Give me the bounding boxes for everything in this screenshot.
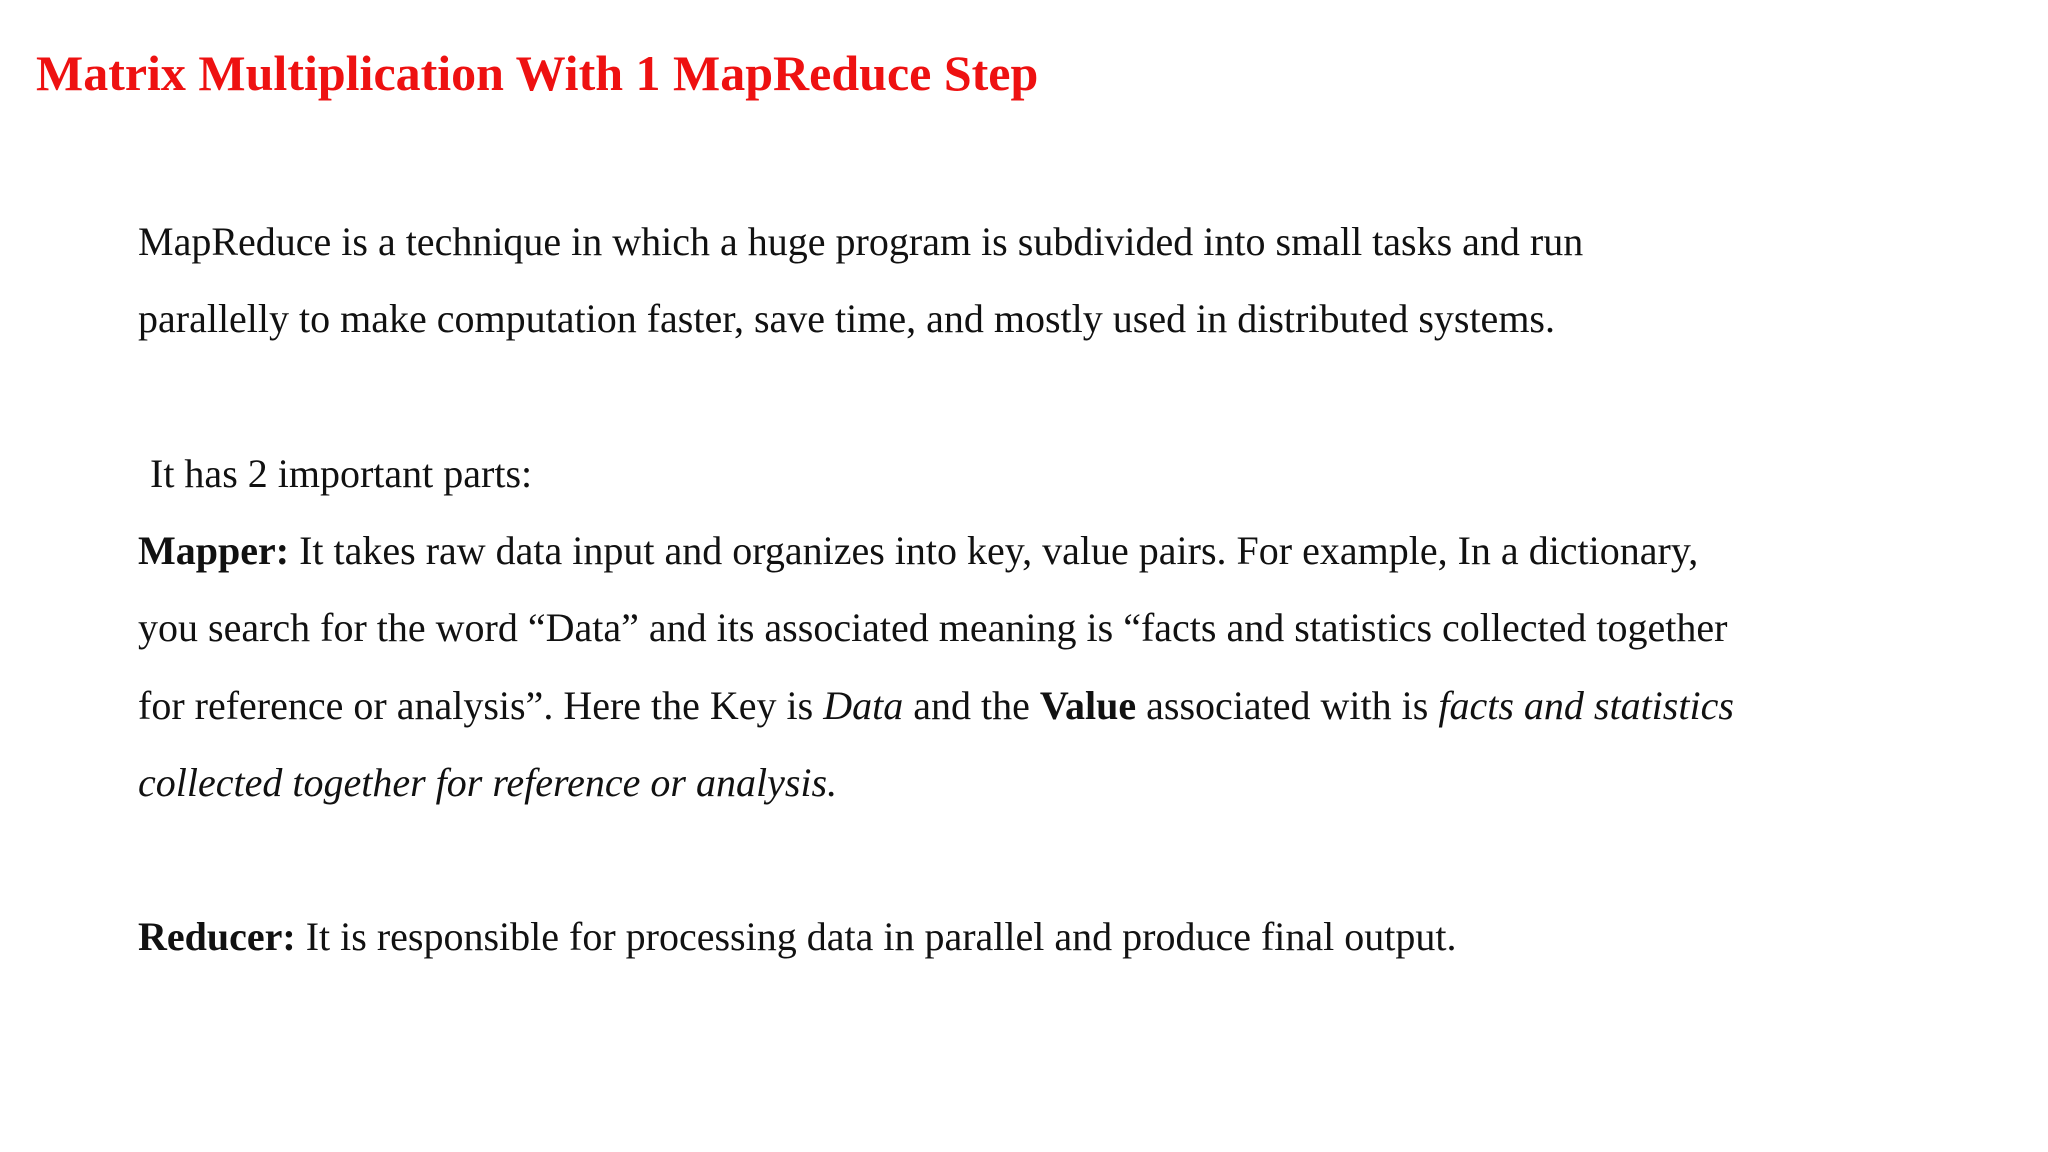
- slide-title: Matrix Multiplication With 1 MapReduce Step: [36, 45, 1039, 101]
- mapper-line-3-pre: for reference or analysis”. Here the Key is: [138, 683, 824, 728]
- mapper-value-label: Value: [1039, 683, 1137, 728]
- mapper-line-1-text: It takes raw data input and organizes into key, value pairs. For example, In a dictionary,: [289, 528, 1699, 573]
- mapper-line-3-post: associated with is: [1136, 683, 1439, 728]
- reducer-text: It is responsible for processing data in parallel and produce final output.: [295, 914, 1457, 959]
- mapper-key-term: Data: [823, 683, 904, 728]
- mapper-line-4: [138, 744, 837, 821]
- reducer-label: Reducer:: [138, 914, 296, 959]
- reducer-line: [138, 898, 1457, 975]
- intro-line-1: MapReduce is a technique in which a huge program is subdivided into small tasks and run: [138, 219, 1584, 264]
- intro-line-2: parallelly to make computation faster, save time, and mostly used in distributed systems.: [138, 296, 1555, 341]
- parts-heading: It has 2 important parts:: [150, 451, 533, 496]
- mapper-value-term: facts and statistics: [1438, 683, 1734, 728]
- mapper-line-1: [138, 512, 1698, 589]
- mapper-line-3-mid: and the: [903, 683, 1040, 728]
- mapper-label: Mapper:: [138, 528, 290, 573]
- mapper-line-2: you search for the word “Data” and its associated meaning is “facts and statistics collected together: [138, 605, 1728, 650]
- mapper-line-3: [138, 667, 1734, 744]
- mapper-value-term-cont: collected together for reference or analysis.: [138, 760, 838, 805]
